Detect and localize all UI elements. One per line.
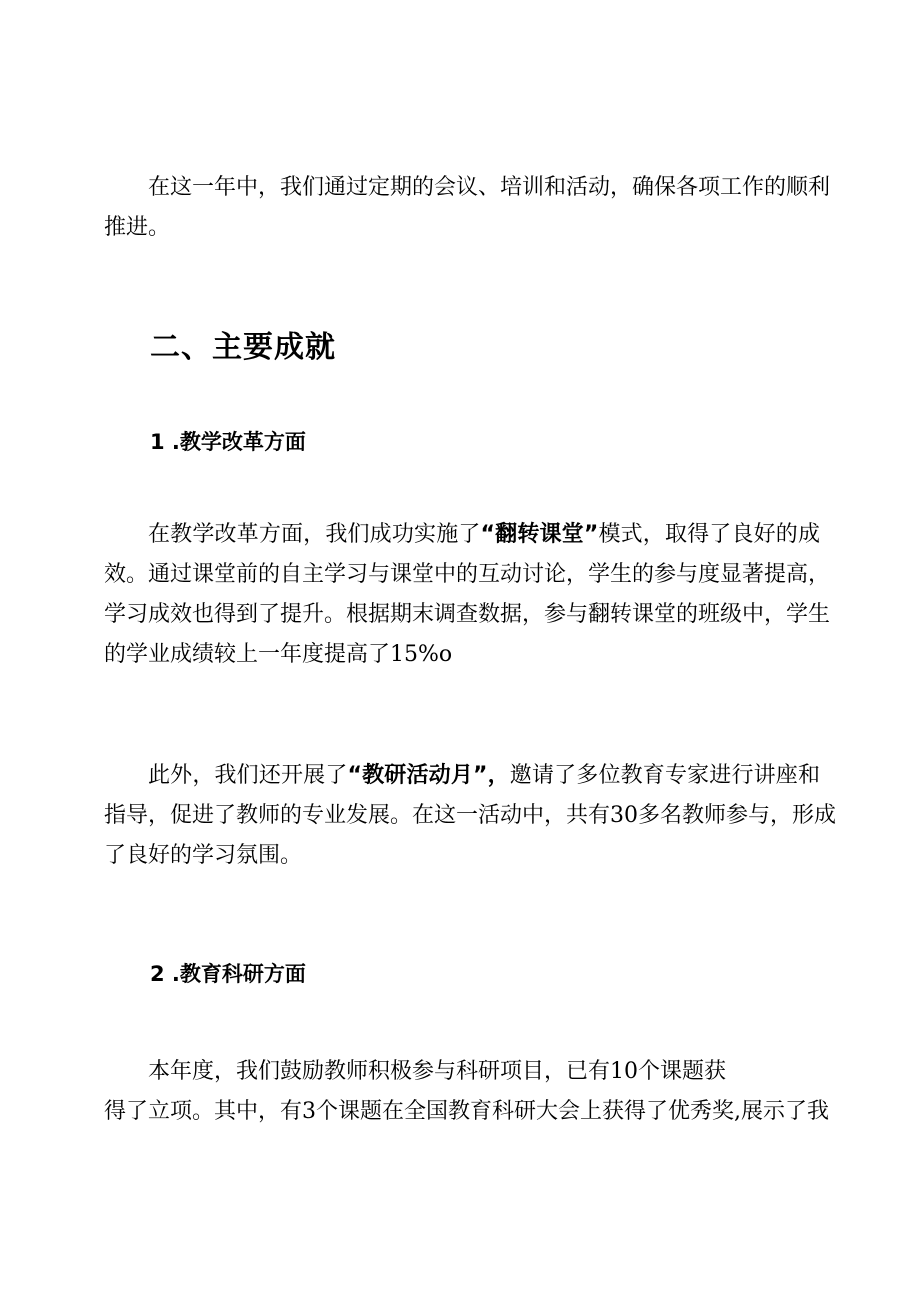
reform-line-1-start: 在教学改革方面，我们成功实施了 — [148, 522, 481, 547]
reform-line-1-end: 模式，取得了良好的成 — [598, 522, 820, 547]
reform-paragraph — [104, 515, 831, 675]
month-line-3: 了良好的学习氛围。 — [104, 843, 303, 868]
month-line-2: 指导，促进了教师的专业发展。在这一活动中，共有30多名教师参与，形成 — [104, 803, 836, 828]
subsection-heading-1: 1 .教学改革方面 — [150, 430, 306, 454]
research-paragraph — [104, 1052, 829, 1132]
reform-line-4: 的学业成绩较上一年度提高了15%o — [104, 642, 453, 667]
month-line-1-start: 此外，我们还开展了 — [148, 763, 348, 788]
reform-line-3: 学习成效也得到了提升。根据期末调查数据，参与翻转课堂的班级中，学生 — [104, 602, 831, 627]
activity-month-paragraph — [104, 756, 836, 876]
intro-line-2: 推进。 — [104, 215, 171, 240]
month-line-1 — [104, 756, 820, 796]
section-heading: 二、主要成就 — [150, 330, 336, 365]
research-line-1: 本年度，我们鼓励教师积极参与科研项目，已有10个课题获 — [148, 1059, 726, 1084]
reform-line-2: 效。通过课堂前的自主学习与课堂中的互动讨论，学生的参与度显著提高， — [104, 562, 831, 587]
subsection-heading-2: 2 .教育科研方面 — [150, 962, 306, 986]
intro-paragraph — [104, 168, 831, 248]
intro-line-1: 在这一年中，我们通过定期的会议、培训和活动，确保各项工作的顺利 — [148, 175, 831, 200]
research-line-2: 得了立项。其中，有3个课题在全国教育科研大会上获得了优秀奖,展示了我 — [104, 1099, 829, 1124]
flipped-classroom-term: “翻转课堂” — [480, 522, 599, 547]
month-line-1-end: 邀请了多位教育专家进行讲座和 — [509, 763, 820, 788]
activity-month-term: “教研活动月”， — [347, 763, 510, 788]
reform-line-1 — [104, 515, 820, 555]
